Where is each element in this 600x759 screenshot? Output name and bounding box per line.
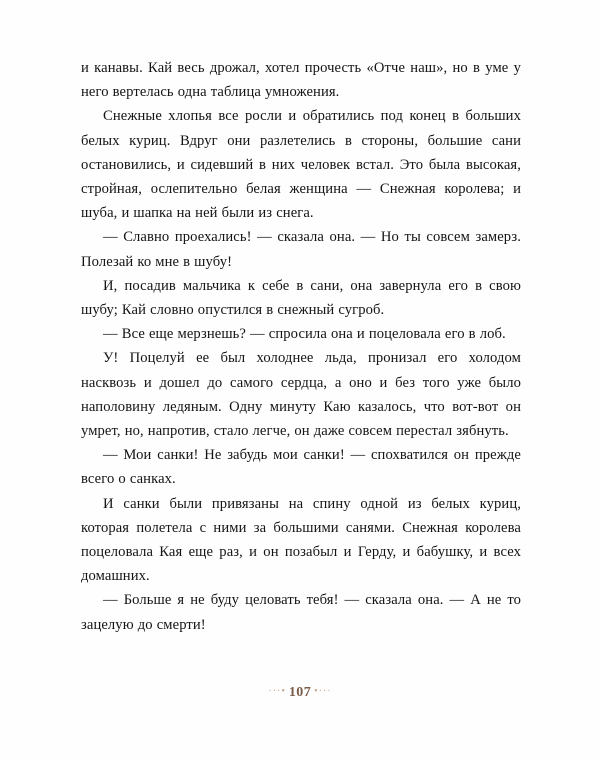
page-footer (0, 684, 600, 701)
paragraph: — Славно проехались! — сказала она. — Но ты совсем замерз. Полезай ко мне в шубу! (81, 229, 521, 270)
paragraph: — Все еще мерзнешь? — спросила она и поцеловала его в лоб. (103, 326, 506, 343)
ornament-right-icon: •··· (314, 686, 332, 697)
page-number: 107 (288, 685, 312, 700)
page-text-block (81, 56, 521, 637)
paragraph: Снежные хлопья все росли и обратились под конец в больших белых куриц. Вдруг они разлетелись в стороны, большие сани остановились, и сидевший в них человек встал. Это была высокая, стройная, ослепительно белая женщина — Снежная королева; и шуба, и шапка на ней были из снега. (81, 108, 521, 222)
paragraph: И, посадив мальчика к себе в сани, она завернула его в свою шубу; Кай словно опустился в снежный сугроб. (81, 277, 521, 319)
ornament-left-icon: ···• (268, 686, 286, 697)
paragraph: — Больше я не буду целовать тебя! — сказала она. — А не то зацелую до смерти! (81, 592, 521, 633)
paragraph: И санки были привязаны на спину одной из белых куриц, которая полетела с ними за большими санями. Снежная королева поцеловала Кая еще раз, и он позабыл и Герду, и бабушку, и всех домашних. (81, 495, 521, 585)
paragraph: и канавы. Кай весь дрожал, хотел прочесть «Отче наш», но в уме у него вертелась одна таблица умножения. (81, 60, 521, 101)
paragraph: — Мои санки! Не забудь мои санки! — спохватился он прежде всего о санках. (81, 447, 521, 488)
paragraph: У! Поцелуй ее был холоднее льда, пронизал его холодом насквозь и дошел до самого сердца, а оно и без того уже было наполовину ледяным. Одну минуту Каю казалось, что вот-вот он умрет, но, напротив, стало легче, он даже совсем перестал зябнуть. (81, 350, 521, 440)
